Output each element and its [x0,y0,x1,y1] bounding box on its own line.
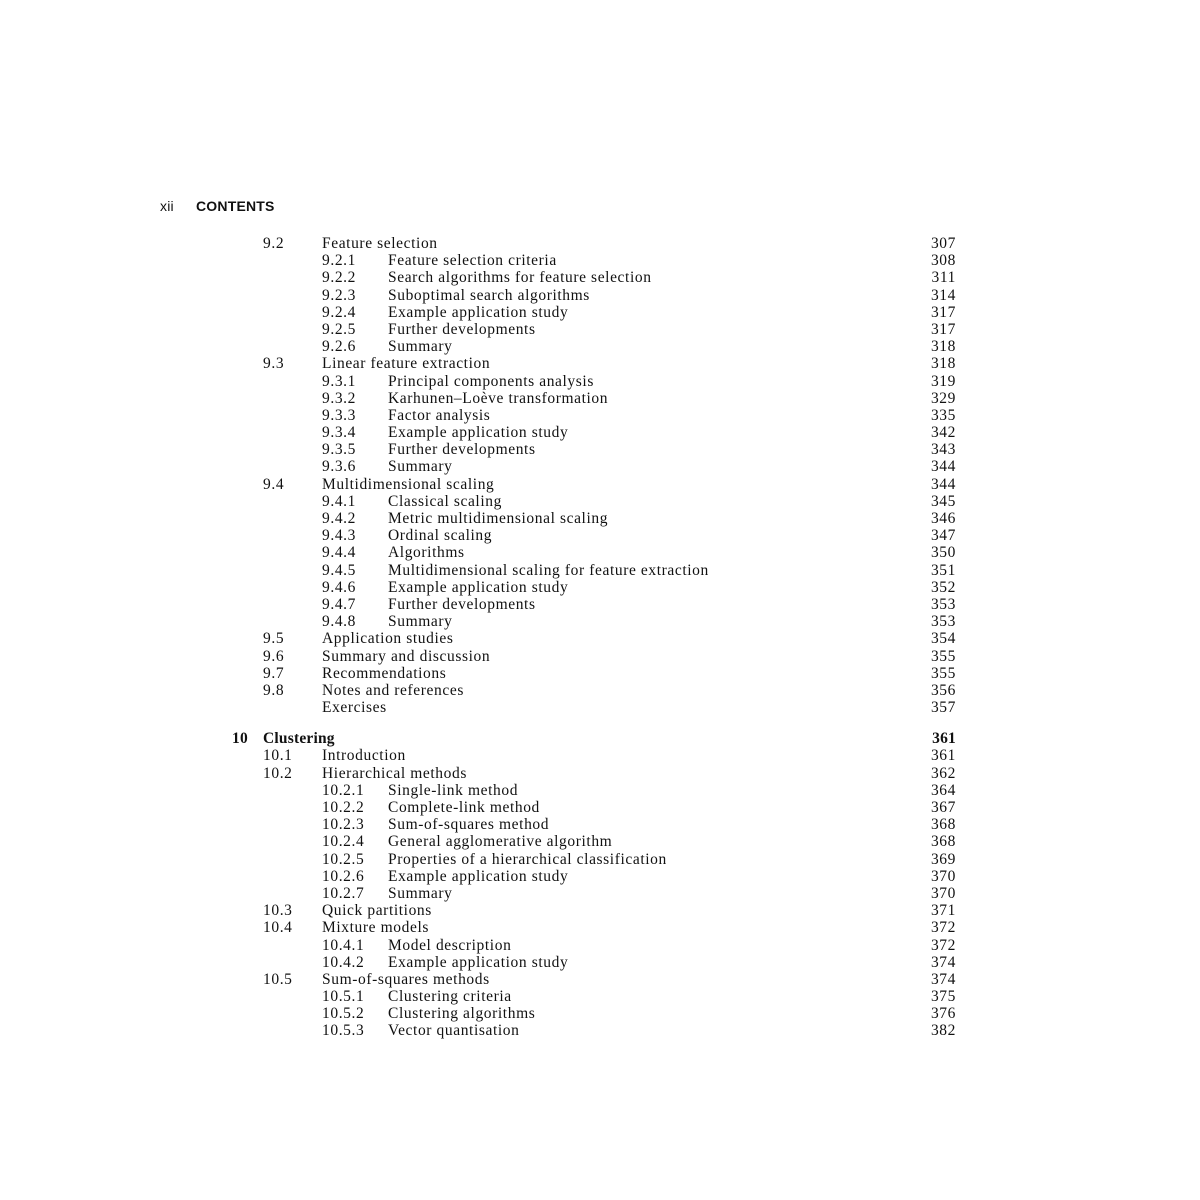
toc-entry-subsection [160,424,960,441]
toc-entry-subsection [160,579,960,596]
toc-entry-page: 375 [930,988,956,1006]
toc-entry-number: 10.1 [263,747,293,765]
toc-entry-title: Notes and references [322,681,464,699]
toc-entry-title: Application studies [322,630,454,648]
toc-entry-title: Single-link method [388,781,519,799]
toc-entry-section [160,630,960,647]
toc-entry-number: 10.2.7 [322,884,365,902]
toc-entry-title: Further developments [388,320,536,338]
toc-entry-number: 9.2 [263,235,285,252]
toc-entry-page: 329 [930,389,956,407]
toc-entry-number: 10.2.2 [322,799,365,816]
toc-entry-title: Principal components analysis [388,372,594,390]
toc-entry-number: 9.3.4 [322,424,356,442]
toc-entry-title: Sum-of-squares methods [322,970,490,988]
toc-entry-subsection [160,458,960,475]
toc-entry-page: 355 [930,664,956,682]
toc-entry-number: 9.4.6 [322,578,356,596]
toc-entry-title: Model description [388,936,512,954]
toc-entry-subsection [160,613,960,630]
toc-entry-page: 318 [930,355,956,373]
toc-entry-number: 9.2.1 [322,252,356,270]
toc-entry-page: 317 [930,303,956,321]
toc-entry-number: 9.2.6 [322,338,356,356]
toc-entry-title: Multidimensional scaling [322,475,495,493]
toc-entry-subsection [160,252,960,269]
toc-entry-section [160,355,960,372]
toc-entry-page: 355 [930,647,956,665]
toc-entry-page: 368 [930,816,956,834]
toc-entry-title: Hierarchical methods [322,764,467,782]
toc-entry-page: 345 [930,492,956,510]
toc-entry-page: 308 [930,252,956,270]
toc-entry-title: Quick partitions [322,902,432,920]
toc-entry-number: 9.4.5 [322,561,356,579]
running-title: CONTENTS [196,198,275,214]
toc-entry-page: 352 [930,578,956,596]
toc-entry-subsection [160,885,960,902]
toc-entry-title: Exercises [322,699,387,717]
toc-entry-title: Example application study [388,303,569,321]
toc-entry-section [160,476,960,493]
toc-entry-title: Summary and discussion [322,647,491,665]
toc-entry-subsection [160,1022,960,1039]
toc-entry-number: 10.2 [263,764,293,782]
toc-entry-section [160,682,960,699]
toc-entry-section [160,902,960,919]
toc-entry-page: 314 [930,286,956,304]
toc-entry-number: 10.2.5 [322,850,365,868]
toc-entry-number: 10.4.1 [322,936,365,954]
toc-entry-subsection [160,304,960,321]
toc-entry-number: 10.4 [263,919,293,937]
toc-entry-subsection [160,1005,960,1022]
toc-entry-number: 10.5 [263,970,293,988]
toc-entry-page: 346 [930,510,956,527]
toc-entry-page: 370 [930,867,956,885]
toc-entry-title: Properties of a hierarchical classification [388,850,667,868]
toc-entry-page: 372 [930,936,956,954]
toc-entry-title: Example application study [388,424,569,442]
toc-entry-number: 9.3.5 [322,441,356,459]
toc-entry-title: Clustering criteria [388,988,512,1006]
toc-entry-subsection [160,373,960,390]
toc-entry-title: Sum-of-squares method [388,816,550,834]
toc-entry-page: 369 [930,850,956,868]
toc-entry-page: 351 [930,561,956,579]
toc-entry-number: 9.8 [263,681,285,699]
toc-entry-title: Summary [388,613,453,631]
toc-entry-page: 353 [930,613,956,631]
toc-entry-number: 10.4.2 [322,953,365,971]
toc-entry-subsection [160,390,960,407]
toc-entry-number: 9.5 [263,630,285,648]
toc-entry-title: Summary [388,338,453,356]
toc-entry-page: 361 [930,747,956,765]
toc-entry-number: 10.2.6 [322,867,365,885]
toc-entry-page: 371 [930,902,956,920]
toc-entry-subsection [160,954,960,971]
toc-entry-subsection [160,321,960,338]
toc-entry-number: 9.4.1 [322,492,356,510]
toc-entry-title: Further developments [388,595,536,613]
table-of-contents [160,235,960,1040]
toc-entry-subsection [160,527,960,544]
toc-entry-subsection [160,988,960,1005]
toc-entry-title: Complete-link method [388,799,540,816]
toc-entry-subsection [160,407,960,424]
toc-entry-page: 364 [930,781,956,799]
toc-entry-page: 318 [930,338,956,356]
toc-entry-page: 372 [930,919,956,937]
toc-entry-subsection [160,510,960,527]
toc-entry-page: 354 [930,630,956,648]
toc-entry-title: Suboptimal search algorithms [388,286,590,304]
toc-entry-subsection [160,338,960,355]
toc-entry-number: 10.5.3 [322,1022,365,1040]
toc-entry-number: 9.3 [263,355,285,373]
toc-entry-title: Linear feature extraction [322,355,491,373]
toc-entry-page: 307 [930,235,956,252]
toc-entry-page: 344 [930,475,956,493]
toc-entry-subsection [160,596,960,613]
toc-entry-section [160,971,960,988]
toc-entry-title: Feature selection [322,235,438,252]
toc-entry-chapter [160,730,960,747]
toc-entry-page: 319 [930,372,956,390]
toc-entry-subsection [160,851,960,868]
toc-entry-title: Clustering [263,730,335,748]
toc-entry-section [160,765,960,782]
toc-entry-number: 9.4.2 [322,510,356,527]
toc-entry-section [160,919,960,936]
toc-entry-number: 9.2.2 [322,269,356,287]
toc-entry-title: Further developments [388,441,536,459]
toc-entry-number: 9.4.7 [322,595,356,613]
toc-entry-number: 10.2.4 [322,833,365,851]
toc-entry-page: 376 [930,1005,956,1023]
page-folio: xii [160,198,174,214]
toc-entry-section [160,747,960,764]
toc-entry-number: 9.2.5 [322,320,356,338]
toc-entry-number: 10.2.1 [322,781,365,799]
toc-entry-title: Classical scaling [388,492,502,510]
toc-entry-title: Example application study [388,867,569,885]
toc-entry-title: Ordinal scaling [388,527,493,545]
toc-entry-title: Example application study [388,953,569,971]
toc-entry-subsection [160,937,960,954]
toc-entry-title: Algorithms [388,544,465,562]
toc-entry-title: Metric multidimensional scaling [388,510,609,527]
toc-entry-section [160,648,960,665]
toc-entry-number: 10.3 [263,902,293,920]
toc-entry-title: Example application study [388,578,569,596]
toc-entry-page: 317 [930,320,956,338]
toc-entry-subsection [160,868,960,885]
toc-entry-page: 356 [930,681,956,699]
toc-entry-title: Mixture models [322,919,429,937]
toc-entry-title: Summary [388,458,453,476]
toc-entry-page: 370 [930,884,956,902]
toc-entry-subsection [160,782,960,799]
toc-entry-subsection [160,287,960,304]
toc-entry-page: 347 [930,527,956,545]
toc-entry-title: General agglomerative algorithm [388,833,613,851]
toc-entry-title: Clustering algorithms [388,1005,536,1023]
toc-entry-number: 9.3.2 [322,389,356,407]
toc-entry-number: 9.3.6 [322,458,356,476]
toc-entry-page: 335 [930,406,956,424]
toc-entry-page: 362 [930,764,956,782]
toc-entry-section [160,699,960,716]
toc-entry-subsection [160,562,960,579]
toc-entry-subsection [160,544,960,561]
toc-entry-page: 350 [930,544,956,562]
toc-entry-number: 9.2.4 [322,303,356,321]
running-head [160,198,275,218]
toc-entry-number: 10.5.1 [322,988,365,1006]
toc-entry-subsection [160,833,960,850]
toc-entry-number: 9.4.4 [322,544,356,562]
toc-entry-number: 9.3.3 [322,406,356,424]
toc-entry-number: 10.2.3 [322,816,365,834]
toc-entry-title: Factor analysis [388,406,491,424]
toc-entry-page: 357 [930,699,956,717]
toc-entry-title: Feature selection criteria [388,252,557,270]
toc-entry-title: Multidimensional scaling for feature extraction [388,561,709,579]
toc-entry-page: 382 [930,1022,956,1040]
toc-entry-title: Recommendations [322,664,447,682]
toc-entry-page: 368 [930,833,956,851]
toc-entry-number: 9.6 [263,647,285,665]
toc-entry-number: 9.2.3 [322,286,356,304]
toc-entry-number: 9.3.1 [322,372,356,390]
toc-entry-number: 9.7 [263,664,285,682]
toc-entry-number: 9.4.8 [322,613,356,631]
toc-entry-title: Vector quantisation [388,1022,520,1040]
toc-entry-number: 10.5.2 [322,1005,365,1023]
toc-entry-page: 353 [930,595,956,613]
toc-entry-page: 361 [932,730,956,748]
toc-entry-page: 311 [931,269,956,287]
toc-entry-title: Karhunen–Loève transformation [388,389,609,407]
toc-entry-number: 10 [232,730,248,748]
toc-entry-page: 367 [930,799,956,816]
toc-entry-subsection [160,441,960,458]
toc-entry-subsection [160,799,960,816]
toc-entry-title: Introduction [322,747,406,765]
toc-entry-page: 344 [930,458,956,476]
toc-entry-number: 9.4 [263,475,285,493]
toc-entry-title: Search algorithms for feature selection [388,269,652,287]
toc-entry-subsection [160,493,960,510]
toc-entry-page: 342 [930,424,956,442]
toc-entry-page: 343 [930,441,956,459]
toc-entry-title: Summary [388,884,453,902]
toc-entry-subsection [160,269,960,286]
toc-entry-page: 374 [930,970,956,988]
toc-entry-section [160,235,960,252]
toc-entry-page: 374 [930,953,956,971]
toc-entry-number: 9.4.3 [322,527,356,545]
toc-entry-subsection [160,816,960,833]
toc-entry-section [160,665,960,682]
